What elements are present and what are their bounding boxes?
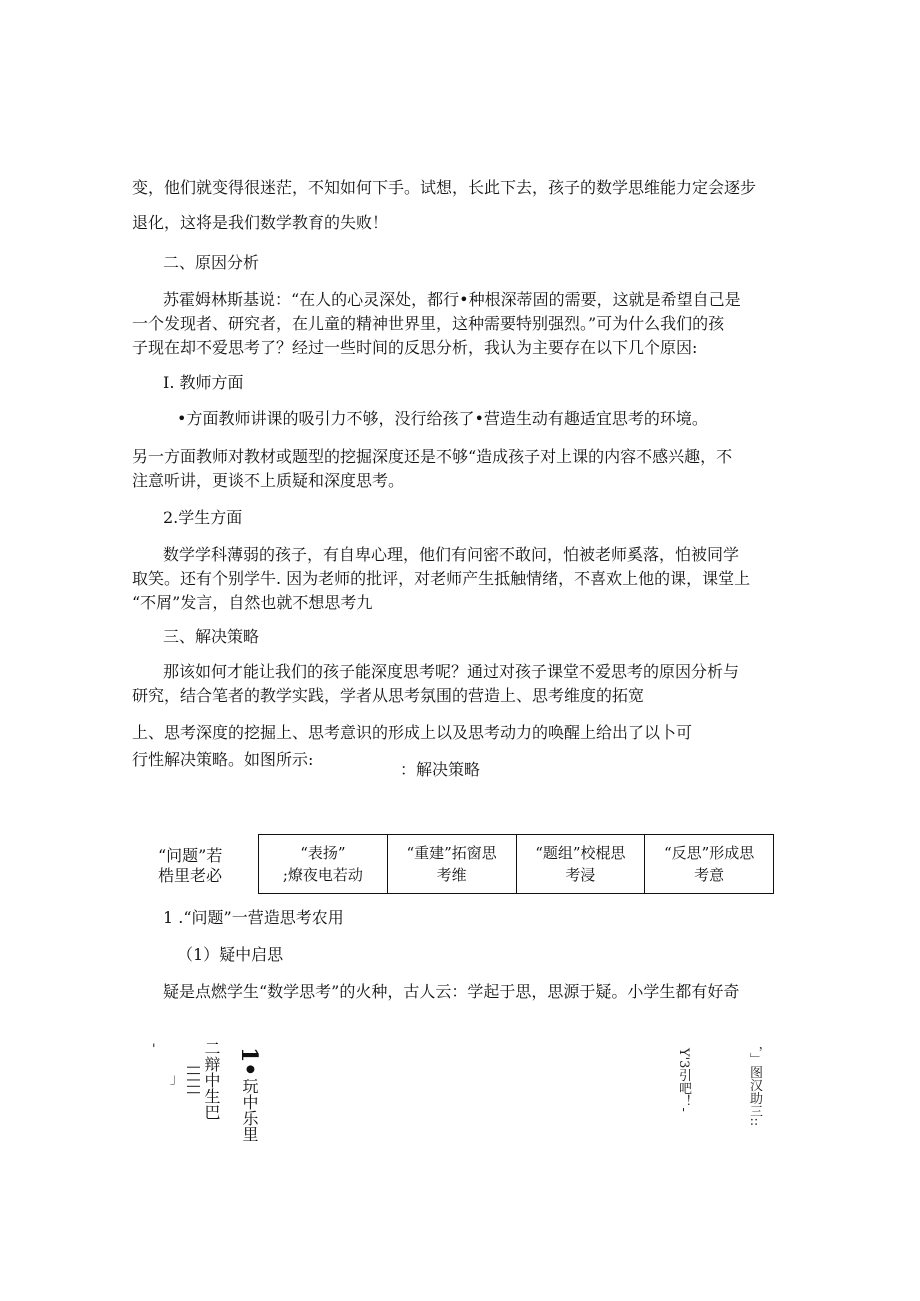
diagram-left-label: 梏里老必: [158, 866, 223, 885]
strategy-cell-desc: ;燎夜电若动: [282, 866, 363, 884]
para-line: 行性解决策略。如图所示:: [132, 750, 314, 769]
strategy-diagram: [258, 834, 774, 894]
section-heading-reason: 二、原因分析: [163, 253, 260, 272]
strategy-cell-title: “反思”形成思: [663, 844, 755, 862]
para-line: 疑是点燃学生“数学思考”的火种，古人云：学起于思，思源于疑。小学生都有好奇: [163, 982, 740, 1001]
para-line: 上、思考深度的挖掘上、思考意识的形成上以及思考动力的唤醒上给出了以卜可: [132, 723, 693, 742]
section-heading-strategy: 三、解决策略: [163, 627, 260, 646]
vertical-fragment: 二辩中生巴: [202, 1040, 221, 1120]
vertical-fragment-number: 1•: [236, 1047, 262, 1077]
strategy-cell-desc: 考浸: [565, 866, 596, 884]
para-line: 变，他们就变得很迷茫，不知如何下手。试想，长此下去，孩子的数学思维能力定会逐步: [132, 178, 757, 197]
para-line: “不屑”发言，自然也就不想思考九: [132, 593, 373, 612]
para-line: 子现在却不爱思考了？经过一些时间的反思分析，我认为主要存在以下几个原因:: [132, 338, 698, 357]
scan-mark: ': [152, 1042, 156, 1057]
vertical-dash-column: |||||: [186, 1065, 201, 1097]
strategy-cell-praise: [259, 835, 387, 893]
vertical-fragment: Y'3引吧！-: [676, 1048, 691, 1112]
para-line: 数学学科薄弱的孩子，有自卑心理，他们有问密不敢问，怕被老师奚落，怕被同学: [163, 545, 740, 564]
para-line: 苏霍姆林斯基说：“在人的心灵深处，都行•种根深蒂固的需要，这就是希望自己是: [163, 290, 741, 309]
para-line: 研究，结合笔者的教学实践，学者从思考氛围的营造上、思考维度的拓宽: [132, 686, 645, 705]
para-line: 另一方面教师对教材或题型的挖掘深度还是不够“造成孩子对上课的内容不感兴趣，不: [132, 447, 733, 466]
strategy-cell-group: [516, 835, 645, 893]
diagram-title: ：解决策略: [400, 760, 481, 779]
para-line: •方面教师讲课的吸引力不够，没行给孩了•营造生动有趣适宜思考的环境。: [177, 409, 708, 428]
subheading-student: 2.学生方面: [163, 508, 243, 527]
strategy-cell-title: “重建”拓窗思: [406, 844, 497, 862]
para-line: 取笑。还有个别学牛. 因为老师的批评，对老师产生抵触情绪，不喜欢上他的课，课堂上: [132, 569, 751, 588]
strategy-cell-desc: 考意: [694, 866, 725, 884]
strategy-cell-reflect: [644, 835, 773, 893]
subheading-teacher: I. 教师方面: [163, 373, 244, 392]
strategy-cell-title: “表扬”: [300, 844, 346, 862]
strategy-cell-rebuild: [387, 835, 516, 893]
para-line: 注意听讲，更谈不上质疑和深度思考。: [132, 471, 405, 490]
strategy-cell-title: “题组”校棍思: [535, 844, 626, 862]
vertical-fragment: 玩中乐里: [240, 1078, 259, 1142]
para-line: 退化，这将是我们数学教育的失败！: [132, 213, 389, 232]
scan-mark: 」: [170, 1072, 184, 1087]
section-1-heading: 1 .“问题”一营造思考农用: [163, 908, 344, 927]
para-line: 一个发现者、研究者，在儿童的精神世界里，这种需要特别强烈。”可为什么我们的孩: [132, 314, 725, 333]
para-line: 那该如何才能让我们的孩子能深度思考呢？通过对孩子课堂不爱思考的原因分析与: [163, 662, 740, 681]
strategy-cell-desc: 考维: [436, 866, 467, 884]
diagram-left-label: “问题”若: [158, 846, 223, 865]
vertical-fragment: ，」图汉助三::: [747, 1046, 762, 1127]
section-1-subheading: （1）疑中启思: [177, 945, 284, 964]
